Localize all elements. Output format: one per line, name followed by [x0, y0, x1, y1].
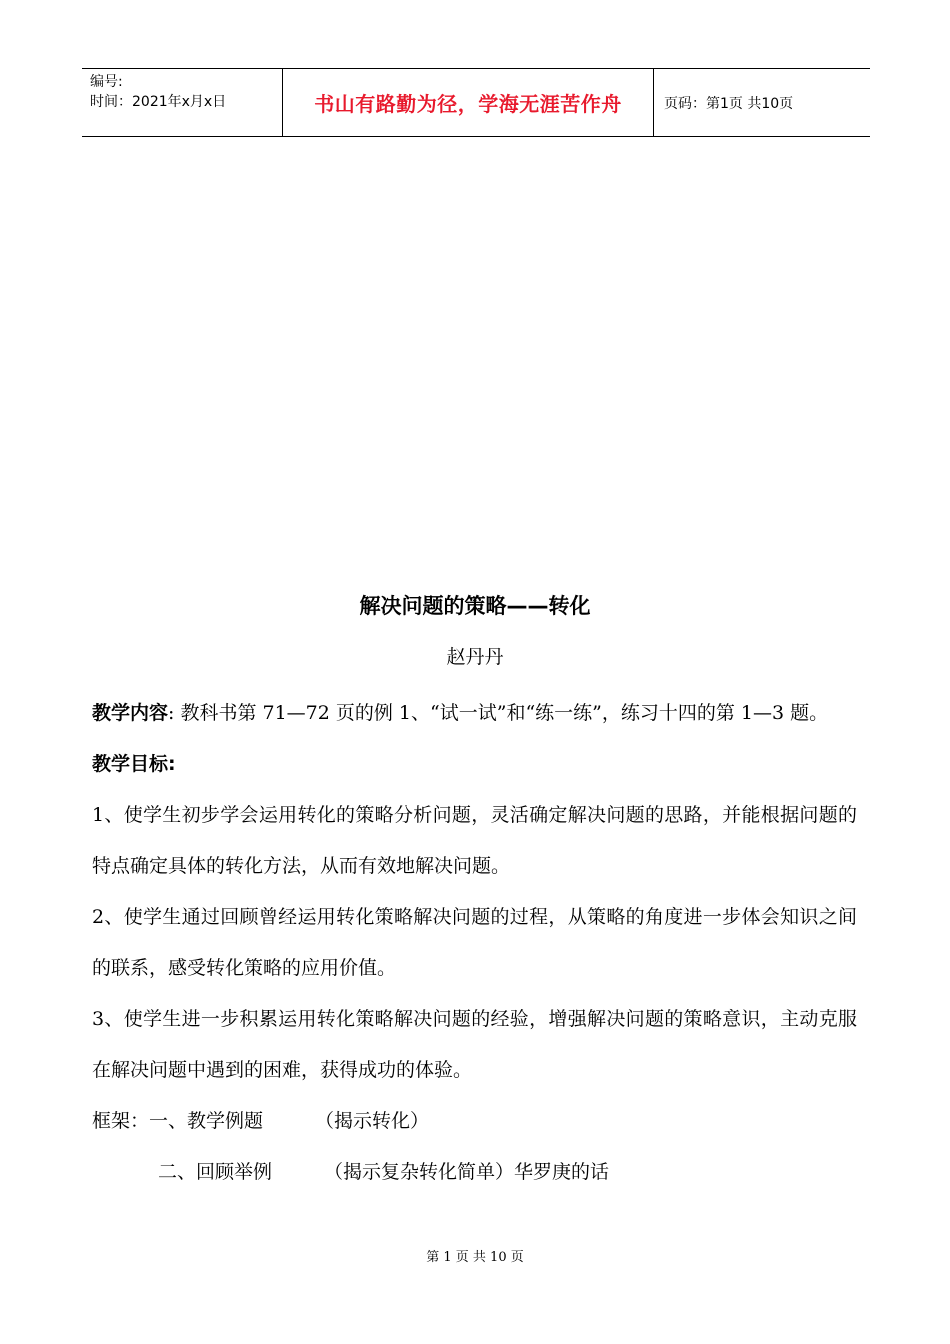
document-title: 解决问题的策略——转化	[359, 594, 591, 618]
framework-line-1	[92, 1096, 857, 1147]
teaching-content-paragraph	[92, 688, 857, 739]
framework-item: 一、教学例题	[149, 1110, 264, 1132]
teaching-content-text: : 教科书第 71—72 页的例 1、“试一试”和“练一练”，练习十四的第 1—3 题。	[168, 702, 829, 724]
goal-item-1: 1、使学生初步学会运用转化的策略分析问题，灵活确定解决问题的思路，并能根据问题的特点确定具体的转化方法，从而有效地解决问题。	[92, 804, 857, 877]
document-number-label: 编号:	[90, 74, 123, 90]
framework-note: （揭示转化）	[315, 1110, 430, 1132]
goal-item-2: 2、使学生通过回顾曾经运用转化策略解决问题的过程，从策略的角度进一步体会知识之间的联系，感受转化策略的应用价值。	[92, 906, 857, 979]
teaching-goals-heading	[92, 739, 857, 790]
document-body	[92, 688, 857, 1198]
framework-item: 二、回顾举例	[158, 1161, 273, 1183]
header-motto: 书山有路勤为径，学海无涯苦作舟	[282, 69, 654, 136]
goal-item-3: 3、使学生进一步积累运用转化策略解决问题的经验，增强解决问题的策略意识，主动克服在解决问题中遇到的困难，获得成功的体验。	[92, 1008, 857, 1081]
teaching-goals-label: 教学目标	[92, 753, 169, 775]
document-author: 赵丹丹	[446, 646, 504, 668]
header-meta	[82, 69, 282, 136]
page-footer: 第 1 页 共 10 页	[426, 1250, 524, 1265]
page-header	[82, 68, 870, 137]
header-page-info: 页码：第1页 共10页	[664, 95, 794, 112]
framework-label: 框架：	[92, 1110, 150, 1132]
framework-note: （揭示复杂转化简单）华罗庚的话	[324, 1161, 610, 1183]
teaching-content-label: 教学内容	[92, 702, 169, 724]
teaching-goals-colon: :	[168, 753, 176, 775]
document-date-label: 时间：2021年x月x日	[90, 94, 227, 110]
framework-line-2	[92, 1147, 857, 1198]
